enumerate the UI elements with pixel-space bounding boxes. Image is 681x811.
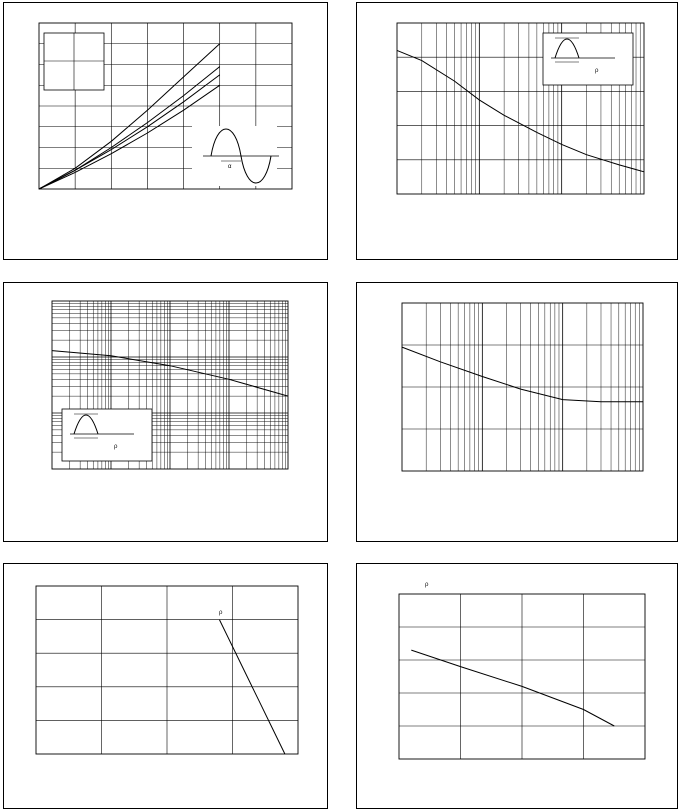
- inset-symbol: ρ: [114, 444, 118, 450]
- chart-panel-2: [356, 2, 678, 260]
- chart-svg-1: [4, 3, 329, 261]
- series-line-1: [411, 650, 614, 726]
- chart-panel-3: [3, 282, 328, 542]
- series-line-1: [402, 347, 643, 402]
- chart-svg-4: [357, 283, 679, 543]
- chart-panel-4: [356, 282, 678, 542]
- chart-svg-2: [357, 3, 679, 261]
- curve-symbol: ρ: [219, 610, 223, 616]
- inset-symbol: ρ: [595, 68, 599, 74]
- inset-box: [543, 33, 633, 85]
- chart-panel-6: [356, 563, 678, 809]
- inset-box: [62, 409, 152, 461]
- corner-symbol: ρ: [425, 582, 429, 588]
- chart-svg-5: [4, 564, 329, 810]
- chart-panel-1: [3, 2, 328, 260]
- chart-svg-6: [357, 564, 679, 810]
- chart-svg-3: [4, 283, 329, 543]
- chart-panel-5: [3, 563, 328, 809]
- inset-symbol: α: [228, 164, 232, 170]
